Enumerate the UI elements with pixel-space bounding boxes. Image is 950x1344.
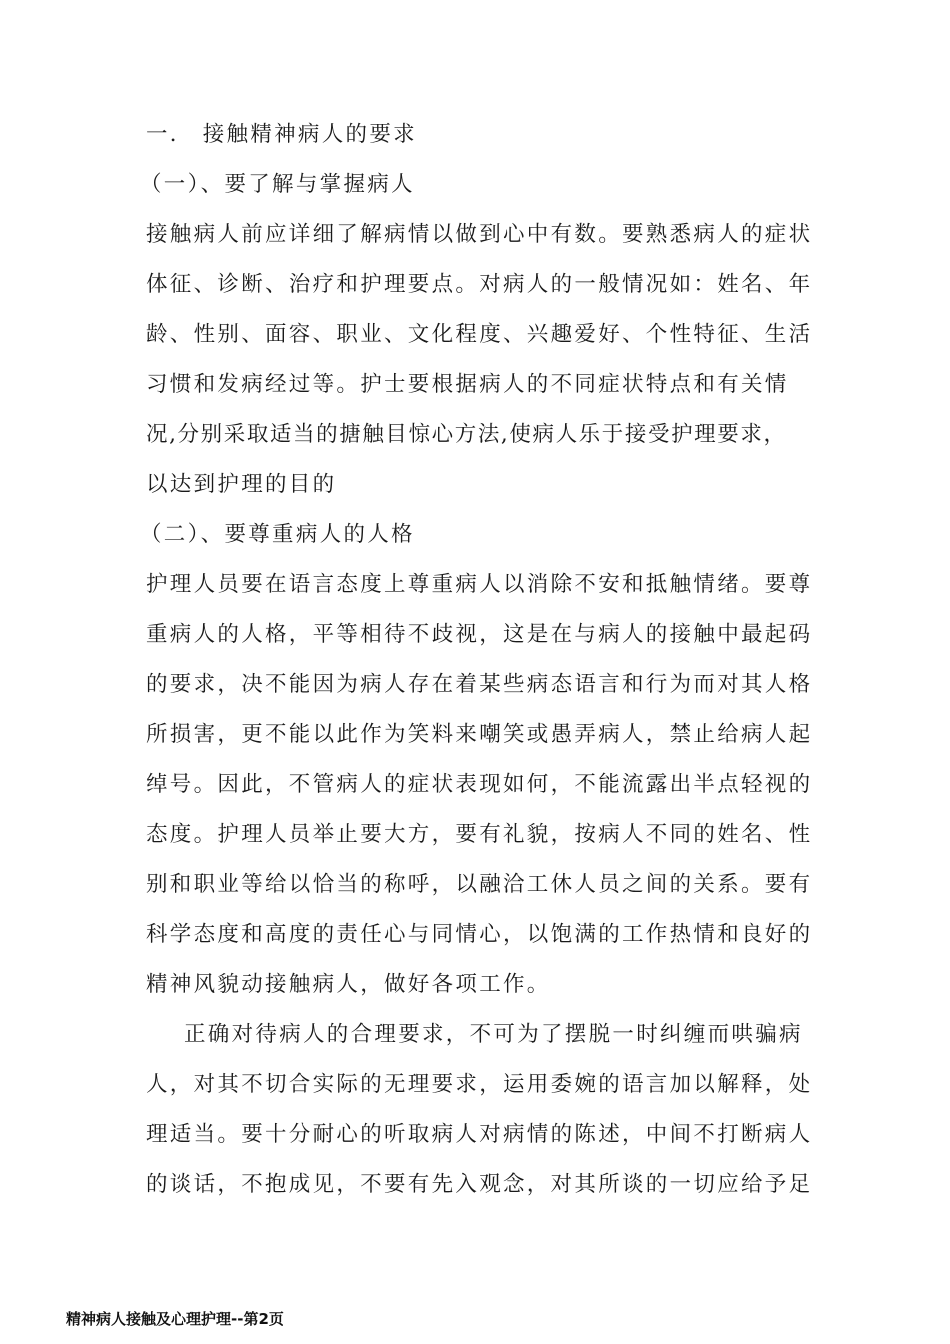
paragraph-line: 精神风貌动接触病人，做好各项工作。	[146, 972, 551, 997]
paragraph-line: 的要求，决不能因为病人存在着某些病态语言和行为而对其人格	[146, 672, 813, 697]
paragraph-line: 别和职业等给以恰当的称呼，以融洽工休人员之间的关系。要有	[146, 872, 813, 897]
paragraph-line: 正确对待病人的合理要求，不可为了摆脱一时纠缠而哄骗病	[184, 1022, 803, 1047]
section-heading: 一． 接触精神病人的要求	[146, 122, 417, 147]
paragraph-line: 习惯和发病经过等。护士要根据病人的不同症状特点和有关情	[146, 372, 789, 397]
paragraph-line: 护理人员要在语言态度上尊重病人以消除不安和抵触情绪。要尊	[146, 572, 813, 597]
paragraph-line: 重病人的人格，平等相待不歧视，这是在与病人的接触中最起码	[146, 622, 813, 647]
paragraph-line: 接触病人前应详细了解病情以做到心中有数。要熟悉病人的症状	[146, 222, 813, 247]
paragraph-line: 的谈话，不抱成见，不要有先入观念，对其所谈的一切应给予足	[146, 1172, 813, 1197]
paragraph-line: 绰号。因此，不管病人的症状表现如何，不能流露出半点轻视的	[146, 772, 813, 797]
paragraph-line: 所损害，更不能以此作为笑料来嘲笑或愚弄病人，禁止给病人起	[146, 722, 813, 747]
paragraph-line: 理适当。要十分耐心的听取病人对病情的陈述，中间不打断病人	[146, 1122, 813, 1147]
page-footer: 精神病人接触及心理护理--第2页	[66, 1310, 284, 1328]
paragraph-line: 态度。护理人员举止要大方，要有礼貌，按病人不同的姓名、性	[146, 822, 813, 847]
paragraph-line: 人，对其不切合实际的无理要求，运用委婉的语言加以解释，处	[146, 1072, 813, 1097]
subsection-title-2: （二）、要尊重病人的人格	[140, 522, 415, 547]
paragraph-line: 以达到护理的目的	[146, 472, 337, 497]
paragraph-line: 科学态度和高度的责任心与同情心，以饱满的工作热情和良好的	[146, 922, 813, 947]
paragraph-line: 龄、性别、面容、职业、文化程度、兴趣爱好、个性特征、生活	[146, 322, 813, 347]
subsection-title-1: （一）、要了解与掌握病人	[140, 172, 415, 197]
paragraph-line: 体征、诊断、治疗和护理要点。对病人的一般情况如：姓名、年	[146, 272, 813, 297]
paragraph-line: 况,分别采取适当的搪触目惊心方法,使病人乐于接受护理要求，	[146, 422, 787, 447]
